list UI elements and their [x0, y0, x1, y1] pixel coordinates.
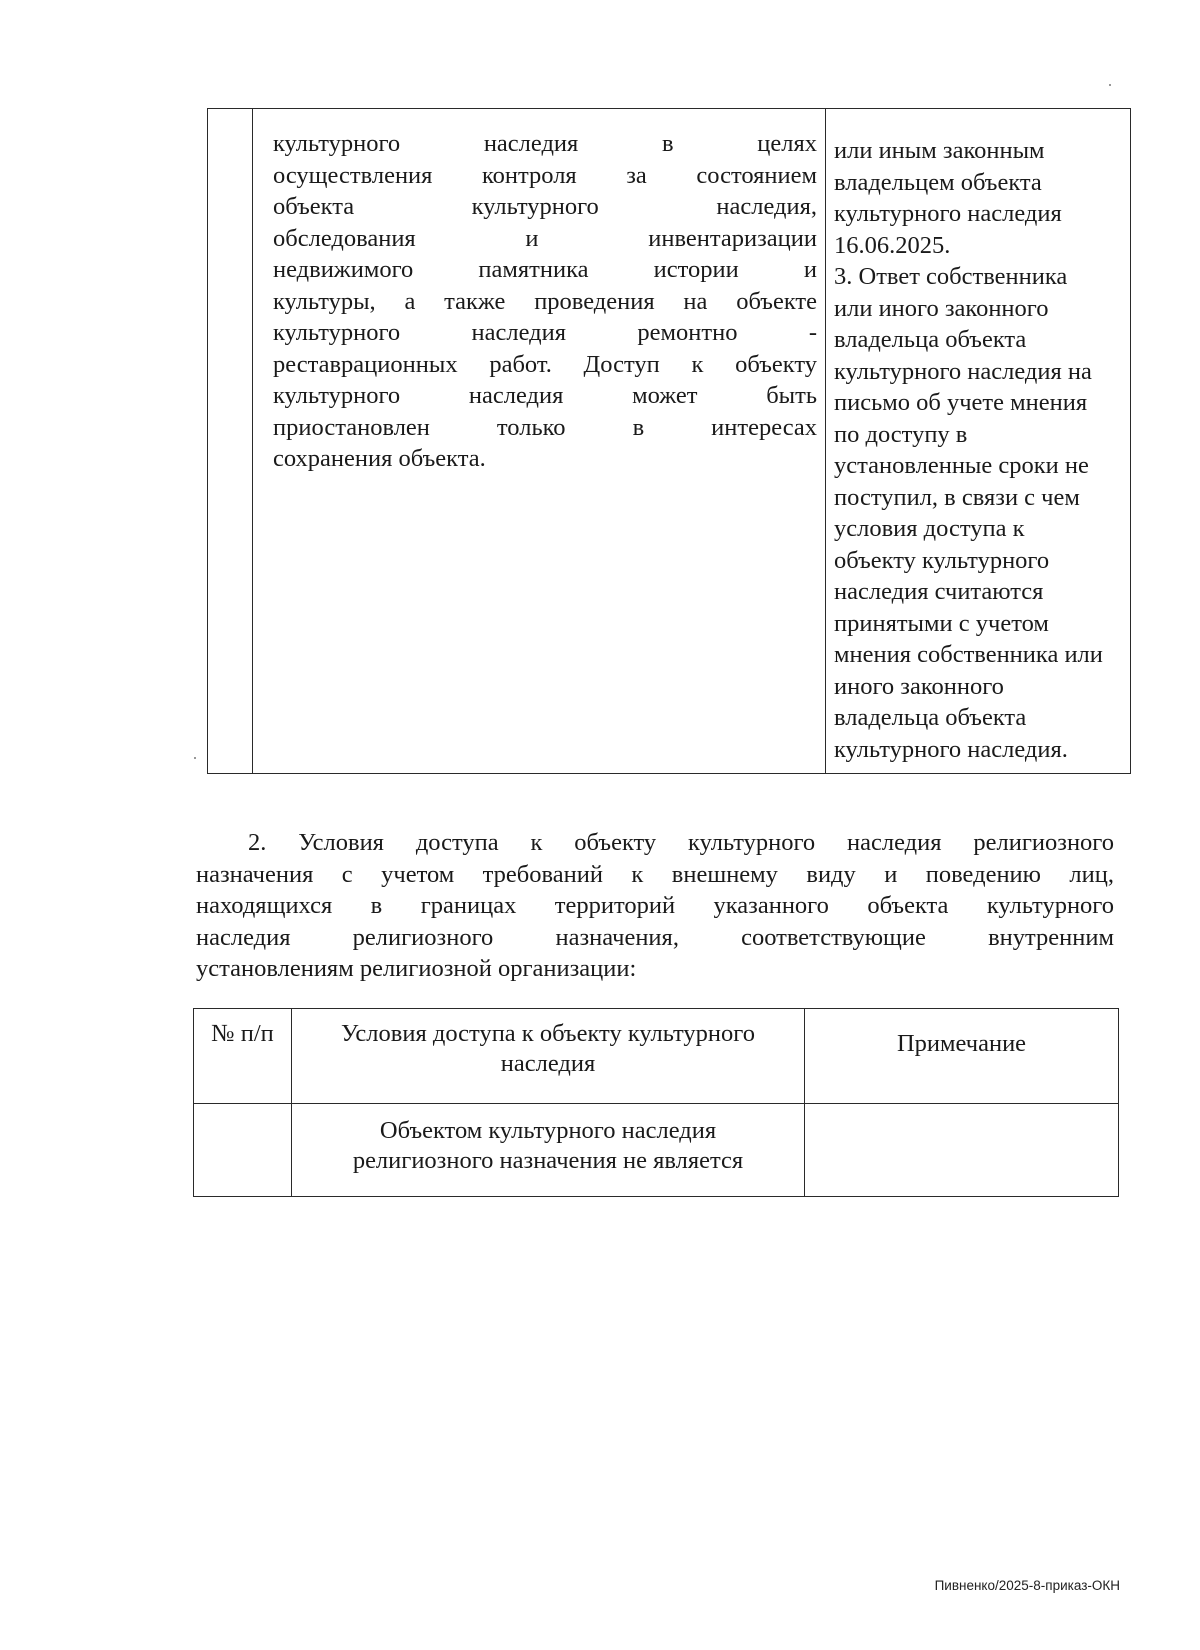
header-conditions-line: наследия: [500, 1050, 596, 1077]
note-line: или иным законным: [834, 137, 1045, 164]
note-line: культурного наследия на: [834, 357, 1092, 385]
description-line: реставрационных работ. Доступ к объекту: [273, 350, 817, 378]
header-conditions: [292, 1009, 805, 1104]
header-note: Примечание: [805, 1009, 1119, 1104]
access-description-cell: [253, 109, 826, 774]
note-line: письмо об учете мнения: [834, 389, 1088, 416]
paragraph-line: назначения с учетом требований к внешнему виду и поведению лиц,: [196, 860, 1114, 888]
scan-speck: [1109, 84, 1111, 86]
description-line: культурного наследия ремонтно -: [273, 319, 817, 346]
note-line: культурного наследия.: [834, 735, 1068, 763]
paragraph-line: находящихся в границах территорий указанного объекта культурного: [196, 892, 1114, 919]
row-number-cell: [208, 109, 253, 774]
note-line: поступил, в связи с чем: [834, 483, 1080, 511]
description-line: культуры, а также проведения на объекте: [273, 287, 817, 315]
section-2-paragraph: [196, 827, 1114, 985]
note-line: 3. Ответ собственника: [834, 263, 1068, 290]
table-row: [208, 109, 1131, 774]
header-conditions-line: Условия доступа к объекту культурного: [341, 1020, 755, 1047]
note-line: по доступу в: [834, 420, 968, 448]
description-line: обследования и инвентаризации: [273, 224, 817, 252]
note-line: объекту культурного: [834, 546, 1050, 574]
note-line: владельца объекта: [834, 704, 1027, 731]
row-conditions-line: Объектом культурного наследия: [379, 1117, 717, 1144]
note-line: мнения собственника или: [834, 641, 1103, 668]
header-number: № п/п: [194, 1009, 292, 1104]
document-reference-footer: Пивненко/2025-8-приказ-ОКН: [934, 1578, 1120, 1593]
access-conditions-table-continued: [207, 108, 1131, 774]
row-number-cell: [194, 1104, 292, 1197]
note-cell: [826, 109, 1131, 774]
table-row: [194, 1104, 1119, 1197]
note-line: 16.06.2025.: [834, 231, 951, 259]
paragraph-line: установлениям религиозной организации:: [196, 955, 637, 982]
description-line: сохранения объекта.: [273, 445, 486, 472]
note-line: принятыми с учетом: [834, 609, 1049, 637]
paragraph-line: 2. Условия доступа к объекту культурного наследия религиозного: [248, 829, 1114, 856]
note-line: или иного законного: [834, 294, 1049, 322]
description-line: недвижимого памятника истории и: [273, 256, 817, 283]
note-line: условия доступа к: [834, 515, 1025, 542]
table-header-row: [194, 1009, 1119, 1104]
description-line: объекта культурного наследия,: [273, 193, 817, 220]
note-line: иного законного: [834, 672, 1004, 700]
note-line: культурного наследия: [834, 200, 1062, 227]
description-line: культурного наследия в целях: [273, 130, 817, 157]
description-line: приостановлен только в интересах: [273, 413, 817, 441]
note-line: наследия считаются: [834, 578, 1044, 605]
paragraph-line: наследия религиозного назначения, соответствующие внутренним: [196, 923, 1114, 951]
note-line: владельца объекта: [834, 326, 1027, 353]
row-conditions-line: религиозного назначения не является: [352, 1147, 744, 1174]
note-line: владельцем объекта: [834, 168, 1042, 196]
note-line: установленные сроки не: [834, 452, 1089, 479]
scan-speck: [194, 757, 196, 759]
row-conditions-cell: [292, 1104, 805, 1197]
row-note-cell: [805, 1104, 1119, 1197]
description-line: осуществления контроля за состоянием: [273, 161, 817, 189]
religious-access-table: [193, 1008, 1119, 1197]
description-line: культурного наследия может быть: [273, 382, 817, 409]
